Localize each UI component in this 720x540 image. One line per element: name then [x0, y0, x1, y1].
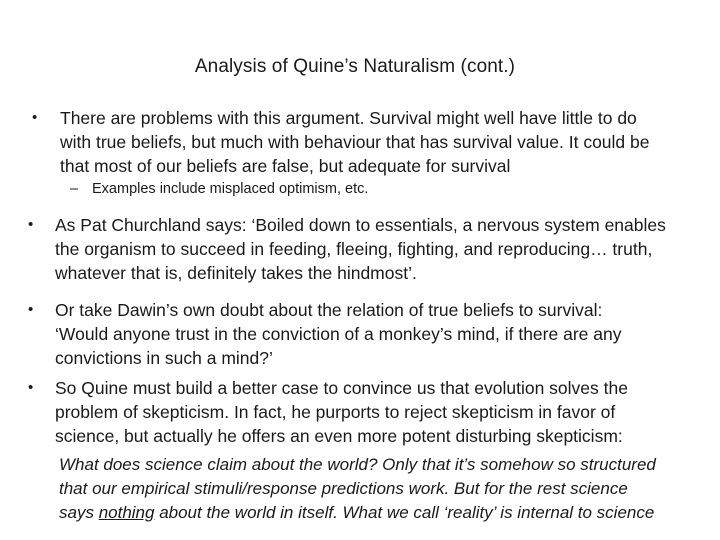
bullet-line: science, but actually he offers an even more potent disturbing skepticism: — [55, 426, 623, 446]
bullet-item-3 — [28, 298, 621, 370]
quote-text: about the world in itself. What we call ‘reality’ is internal to science — [154, 503, 655, 522]
bullet-line: ‘Would anyone trust in the conviction of a monkey’s mind, if there are any — [55, 324, 622, 344]
sub-bullet-text: Examples include misplaced optimism, etc. — [92, 181, 369, 197]
bullet-line: problem of skepticism. In fact, he purports to reject skepticism in favor of — [55, 402, 616, 422]
bullet-icon: • — [28, 216, 34, 233]
bullet-item-1 — [32, 106, 649, 178]
italic-quote — [59, 453, 719, 525]
sub-bullet-item — [70, 181, 368, 197]
bullet-item-4 — [28, 376, 628, 448]
quote-line: that our empirical stimuli/response predictions work. But for the rest science — [59, 479, 628, 498]
bullet-line: with true beliefs, but much with behaviour that has survival value. It could be — [60, 132, 650, 152]
quote-line: What does science claim about the world? Only that it’s somehow so structured — [59, 455, 656, 474]
dash-icon: – — [70, 181, 79, 197]
bullet-line: convictions in such a mind?’ — [55, 348, 273, 368]
bullet-line: There are problems with this argument. Survival might well have little to do — [60, 108, 637, 128]
quote-line — [59, 501, 719, 525]
bullet-line: Or take Dawin’s own doubt about the relation of true beliefs to survival: — [55, 300, 603, 320]
bullet-line: As Pat Churchland says: ‘Boiled down to essentials, a nervous system enables — [55, 215, 666, 235]
slide-title: Analysis of Quine’s Naturalism (cont.) — [194, 56, 516, 77]
underlined-word: nothing — [98, 503, 155, 522]
bullet-icon: • — [28, 301, 34, 318]
quote-text: says — [59, 503, 99, 522]
bullet-icon: • — [32, 109, 38, 126]
bullet-line: that most of our beliefs are false, but adequate for survival — [60, 156, 511, 176]
bullet-icon: • — [28, 379, 34, 396]
bullet-line: whatever that is, definitely takes the hindmost’. — [55, 263, 417, 283]
bullet-line: So Quine must build a better case to convince us that evolution solves the — [55, 378, 628, 398]
bullet-item-2 — [28, 213, 666, 285]
bullet-line: the organism to succeed in feeding, fleeing, fighting, and reproducing… truth, — [55, 239, 653, 259]
